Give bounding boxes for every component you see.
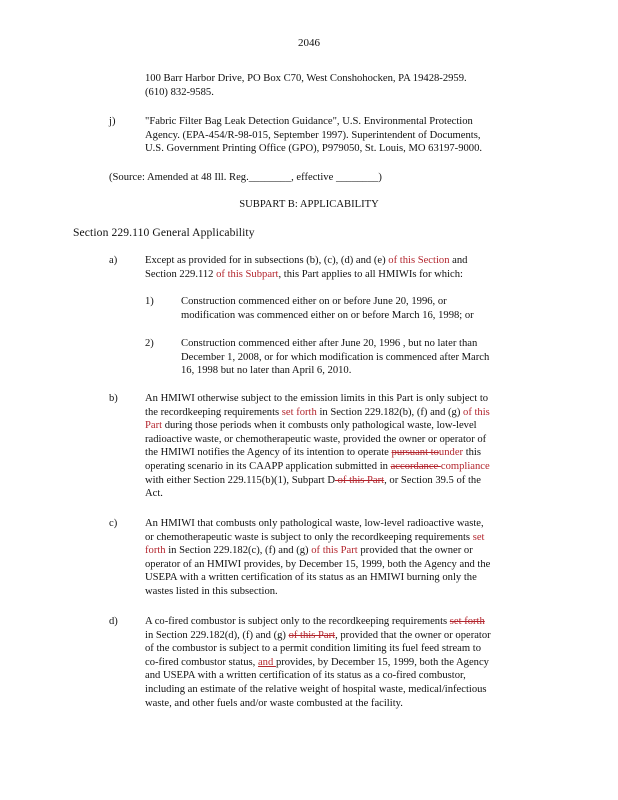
text-run: provides, by December 15, 1999, both the Agency: [275, 656, 489, 668]
section-heading: Section 229.110 General Applicability: [73, 226, 255, 239]
text-run: , this Part applies to all HMIWIs for which:: [278, 268, 463, 280]
inserted-text: compliance: [440, 460, 490, 472]
source-note-text: , effective: [291, 172, 336, 183]
text-line: [145, 615, 491, 629]
para-a-label: a): [109, 255, 118, 266]
text-line: Agency. (EPA-454/R-98-015, September 1997). Superintendent of Documents,: [145, 129, 481, 141]
sub-1-label: 1): [145, 296, 154, 307]
inserted-text: of this: [463, 406, 490, 418]
para-a-text: [145, 254, 467, 281]
text-line: USEPA with a written certification of its status as an HMIWI burning only the: [145, 572, 477, 584]
text-line: modification was commenced either on or before March 16, 1998; or: [181, 309, 474, 321]
inserted-text: set: [472, 531, 485, 543]
text-line: wastes listed in this subsection.: [145, 585, 278, 597]
para-c-label: c): [109, 518, 118, 529]
text-run: during those periods when it combusts only pathological waste, low-level: [162, 420, 477, 432]
text-run: , or Section 39.5 of the: [384, 474, 481, 486]
text-line: [145, 544, 490, 558]
text-run: co-fired combustor status,: [145, 656, 258, 668]
text-line: Act.: [145, 488, 163, 500]
text-line: An HMIWI that combusts only pathological waste, low-level radioactive waste,: [145, 518, 484, 529]
text-run: , provided that the owner or operator: [335, 629, 491, 641]
item-j-text: [145, 115, 482, 156]
source-note-blank: ________: [248, 172, 292, 183]
text-line: [145, 406, 490, 420]
text-run: and: [449, 255, 468, 266]
inserted-text: of this Part: [311, 545, 358, 557]
text-line: and USEPA with a written certification of its status as a co-fired combustor,: [145, 670, 466, 682]
text-run: provided that the owner or: [357, 545, 473, 557]
text-line: [145, 419, 490, 433]
text-line: [145, 474, 490, 488]
source-note-blank: ________: [335, 172, 379, 183]
inserted-text: Part: [145, 420, 163, 432]
text-line: Construction commenced either on or before June 20, 1996, or: [181, 296, 447, 307]
inserted-text: of this Subpart: [216, 268, 279, 280]
text-line: "Fabric Filter Bag Leak Detection Guidance", U.S. Environmental Protection: [145, 116, 473, 127]
text-run: or chemotherapeutic waste is subject to only the recordkeeping requirements: [145, 531, 473, 543]
text-line: radioactive waste, or chemotherapeutic waste, provided the owner or operator of: [145, 433, 487, 445]
deleted-text: of this Part: [288, 629, 336, 641]
text-line: [145, 268, 467, 282]
text-run: in Section 229.182(d), (f) and (g): [145, 629, 289, 641]
page-number: 2046: [298, 37, 320, 49]
text-line: waste, and other fuels and/or waste combusted at the facility.: [145, 697, 403, 709]
address-line: (610) 832-9585.: [145, 86, 214, 98]
text-run: this: [463, 447, 482, 459]
text-run: A co-fired combustor is subject only to the recordkeeping requirements: [145, 616, 450, 627]
address-block: [145, 72, 467, 99]
text-line: operator of an HMIWI provides, by December 15, 1999, both the Agency and the: [145, 558, 491, 570]
text-line: An HMIWI otherwise subject to the emission limits in this Part is only subject to: [145, 393, 489, 404]
para-d-text: [145, 615, 491, 710]
inserted-text: of this Section: [388, 255, 450, 266]
text-line: [145, 254, 467, 268]
inserted-text: and: [257, 656, 276, 668]
text-line: December 1, 2008, or for which modification is commenced after March: [181, 351, 490, 363]
item-j-label: j): [109, 116, 116, 127]
para-b-label: b): [109, 393, 118, 404]
text-line: [145, 656, 491, 670]
text-line: [145, 446, 490, 460]
source-note-text: ): [378, 172, 382, 183]
sub-1-text: [181, 295, 474, 322]
para-d-label: d): [109, 616, 118, 627]
para-c-text: [145, 517, 490, 599]
text-line: U.S. Government Printing Office (GPO), P979050, St. Louis, MO 63197-9000.: [145, 143, 483, 155]
text-line: Construction commenced either after June 20, 1996 , but no later than: [181, 338, 478, 349]
text-run: operating scenario in its CAAPP application submitted in: [145, 460, 391, 472]
para-b-text: [145, 392, 490, 501]
text-line: [145, 531, 490, 545]
sub-2-label: 2): [145, 338, 154, 349]
deleted-text: of this Part: [334, 474, 385, 486]
sub-2-text: [181, 337, 489, 378]
text-run: with either Section 229.115(b)(1), Subpart D: [145, 474, 335, 486]
subpart-title: SUBPART B: APPLICABILITY: [239, 199, 379, 210]
inserted-text: set forth: [281, 406, 317, 418]
text-line: including an estimate of the relative weight of hospital waste, medical/infectious: [145, 683, 487, 695]
source-note-text: (Source: Amended at 48 Ill. Reg.: [109, 172, 249, 183]
deleted-text: set forth: [449, 616, 485, 627]
deleted-text: pursuant to: [391, 447, 439, 459]
text-line: of the combustor is subject to a permit condition limiting its fuel feed stream to: [145, 643, 481, 655]
deleted-text: accordance: [390, 460, 441, 472]
text-run: the HMIWI notifies the Agency of its intention to operate: [145, 447, 392, 459]
inserted-text: under: [438, 447, 464, 459]
text-run: Section 229.112: [145, 268, 217, 280]
text-run: the recordkeeping requirements: [145, 406, 282, 418]
text-run: in Section 229.182(c), (f) and (g): [165, 545, 312, 557]
text-line: [145, 629, 491, 643]
source-note: [109, 171, 382, 185]
text-run: Except as provided for in subsections (b), (c), (d) and (e): [145, 255, 389, 266]
address-line: 100 Barr Harbor Drive, PO Box C70, West Conshohocken, PA 19428-2959.: [145, 73, 467, 84]
text-line: 16, 1998 but no later than April 6, 2010.: [181, 365, 352, 377]
inserted-text: forth: [145, 545, 166, 557]
text-line: [145, 460, 490, 474]
text-run: in Section 229.182(b), (f) and (g): [316, 406, 464, 418]
